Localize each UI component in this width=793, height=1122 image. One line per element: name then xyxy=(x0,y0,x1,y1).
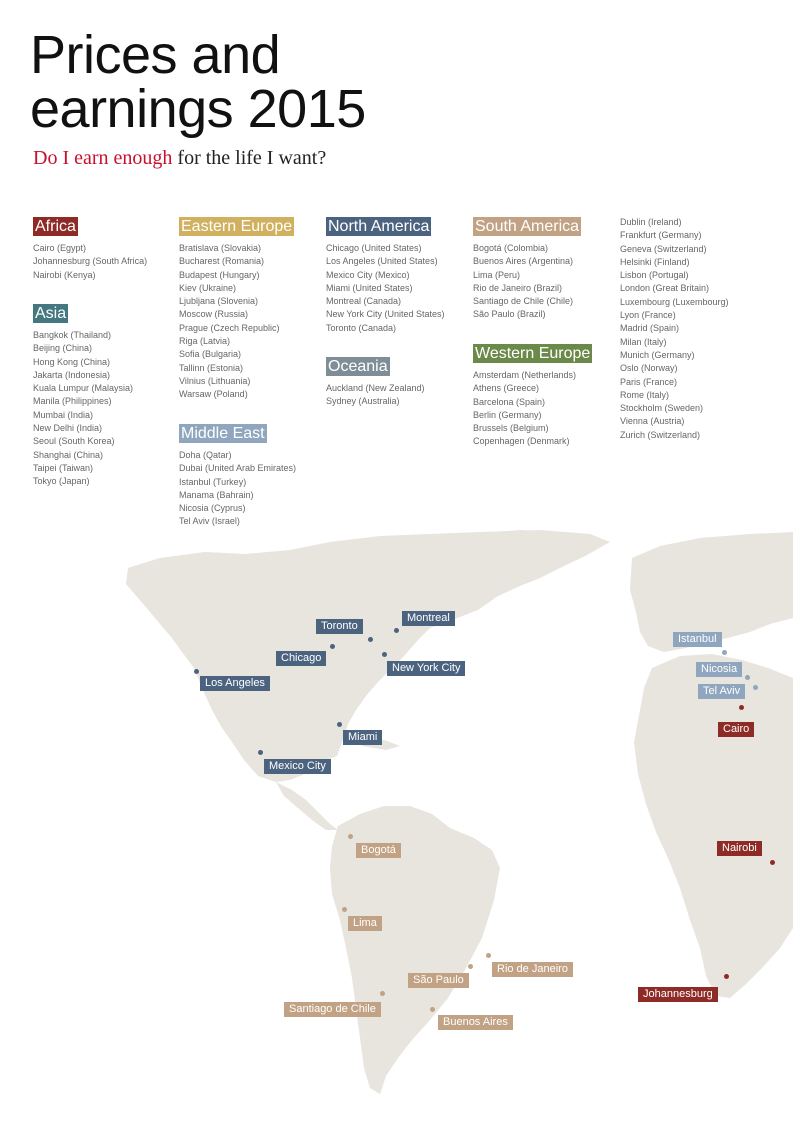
city-list-item: Bangkok (Thailand) xyxy=(33,330,112,340)
city-list-item: Lima (Peru) xyxy=(473,269,521,280)
city-list-item: Doha (Qatar) xyxy=(179,450,232,460)
city-list-item: Madrid (Spain) xyxy=(620,323,680,334)
city-list-item: Istanbul (Turkey) xyxy=(179,476,247,487)
city-list-item: Luxembourg (Luxembourg) xyxy=(620,296,729,307)
city-marker-toronto xyxy=(368,637,373,642)
city-marker-sao-paulo xyxy=(468,964,473,969)
region-title-western-europe: Western Europe xyxy=(475,345,591,362)
city-label-montreal: Montreal xyxy=(402,611,455,626)
city-list-asia xyxy=(33,329,178,489)
city-list-item: Montreal (Canada) xyxy=(326,296,402,307)
city-list-item: Auckland (New Zealand) xyxy=(326,383,425,393)
city-list-south-america xyxy=(473,242,618,322)
city-list-item: Mumbai (India) xyxy=(33,409,94,420)
city-marker-nicosia xyxy=(745,675,750,680)
city-list-item: Jakarta (Indonesia) xyxy=(33,369,111,380)
subtitle xyxy=(33,147,326,170)
city-list-item: Miami (United States) xyxy=(326,282,413,293)
title-line-2: earnings 2015 xyxy=(30,79,366,139)
city-marker-johannesburg xyxy=(724,974,729,979)
subtitle-rest: for the life I want? xyxy=(172,147,327,169)
city-label-new-york-city: New York City xyxy=(387,661,465,676)
city-label-sao-paulo: São Paulo xyxy=(408,973,469,988)
city-label-mexico-city: Mexico City xyxy=(264,759,331,774)
city-list-item: Paris (France) xyxy=(620,376,678,387)
city-list-item: Lyon (France) xyxy=(620,310,676,321)
city-label-bogota: Bogotá xyxy=(356,843,401,858)
city-list-western-europe-continued xyxy=(620,216,765,442)
city-list-item: New Delhi (India) xyxy=(33,423,103,434)
city-list-item: Chicago (United States) xyxy=(326,243,422,253)
city-list-item: Lisbon (Portugal) xyxy=(620,270,689,281)
city-list-item: Tokyo (Japan) xyxy=(33,476,90,487)
region-title-south-america: South America xyxy=(475,218,580,235)
region-western-europe-continued xyxy=(620,216,765,442)
city-list-item: Manila (Philippines) xyxy=(33,396,112,407)
city-marker-los-angeles xyxy=(194,669,199,674)
city-list-item: Moscow (Russia) xyxy=(179,309,249,320)
city-label-santiago-de-chile: Santiago de Chile xyxy=(284,1002,381,1017)
central-america-landmass xyxy=(276,782,338,830)
city-list-item: São Paulo (Brazil) xyxy=(473,309,546,320)
city-list-item: Beijing (China) xyxy=(33,343,93,354)
city-list-item: Frankfurt (Germany) xyxy=(620,230,702,241)
world-map xyxy=(0,528,793,1108)
subtitle-accent: Do I earn enough xyxy=(33,147,173,169)
city-label-nairobi: Nairobi xyxy=(717,841,762,856)
city-list-item: Taipei (Taiwan) xyxy=(33,462,94,473)
city-list-item: Stockholm (Sweden) xyxy=(620,403,704,414)
city-list-item: Kiev (Ukraine) xyxy=(179,282,237,293)
city-list-item: Munich (Germany) xyxy=(620,349,695,360)
city-marker-new-york-city xyxy=(382,652,387,657)
city-label-los-angeles: Los Angeles xyxy=(200,676,270,691)
city-list-middle-east xyxy=(179,449,324,529)
city-list-item: Tel Aviv (Israel) xyxy=(179,516,240,527)
city-marker-montreal xyxy=(394,628,399,633)
city-label-johannesburg: Johannesburg xyxy=(638,987,718,1002)
city-list-item: Buenos Aires (Argentina) xyxy=(473,256,574,267)
city-marker-bogota xyxy=(348,834,353,839)
city-list-item: London (Great Britain) xyxy=(620,283,710,294)
city-label-nicosia: Nicosia xyxy=(696,662,742,677)
city-list-item: Manama (Bahrain) xyxy=(179,489,254,500)
city-list-africa xyxy=(33,242,178,282)
city-marker-santiago-de-chile xyxy=(380,991,385,996)
region-eastern-europe xyxy=(179,217,324,402)
city-list-oceania xyxy=(326,382,471,409)
city-list-item: Zurich (Switzerland) xyxy=(620,429,701,440)
city-label-cairo: Cairo xyxy=(718,722,754,737)
city-label-istanbul: Istanbul xyxy=(673,632,722,647)
city-list-item: Athens (Greece) xyxy=(473,383,540,394)
region-asia xyxy=(33,304,178,489)
city-marker-tel-aviv xyxy=(753,685,758,690)
region-middle-east xyxy=(179,424,324,529)
city-list-item: Ljubljana (Slovenia) xyxy=(179,296,259,307)
city-list-item: Barcelona (Spain) xyxy=(473,396,546,407)
city-list-item: New York City (United States) xyxy=(326,309,445,320)
city-marker-lima xyxy=(342,907,347,912)
city-marker-nairobi xyxy=(770,860,775,865)
city-label-buenos-aires: Buenos Aires xyxy=(438,1015,513,1030)
region-title-africa: Africa xyxy=(35,218,76,235)
city-marker-buenos-aires xyxy=(430,1007,435,1012)
city-list-item: Bratislava (Slovakia) xyxy=(179,243,262,253)
city-list-item: Kuala Lumpur (Malaysia) xyxy=(33,383,134,394)
page-title xyxy=(30,25,366,139)
city-list-item: Helsinki (Finland) xyxy=(620,256,690,267)
city-label-tel-aviv: Tel Aviv xyxy=(698,684,745,699)
city-list-item: Oslo (Norway) xyxy=(620,363,678,374)
city-marker-rio-de-janeiro xyxy=(486,953,491,958)
city-list-item: Toronto (Canada) xyxy=(326,322,397,333)
city-list-eastern-europe xyxy=(179,242,324,402)
city-list-item: Mexico City (Mexico) xyxy=(326,269,410,280)
region-title-north-america: North America xyxy=(328,218,430,235)
city-list-item: Santiago de Chile (Chile) xyxy=(473,296,574,307)
city-list-item: Budapest (Hungary) xyxy=(179,269,260,280)
city-list-item: Bogotá (Colombia) xyxy=(473,243,549,253)
city-marker-istanbul xyxy=(722,650,727,655)
city-list-item: Brussels (Belgium) xyxy=(473,423,549,434)
city-list-item: Milan (Italy) xyxy=(620,336,667,347)
city-list-western-europe xyxy=(473,369,618,449)
city-list-item: Amsterdam (Netherlands) xyxy=(473,370,577,380)
city-list-item: Nicosia (Cyprus) xyxy=(179,503,246,514)
city-list-item: Sydney (Australia) xyxy=(326,396,400,407)
region-title-middle-east: Middle East xyxy=(181,425,265,442)
city-list-north-america xyxy=(326,242,471,335)
city-marker-chicago xyxy=(330,644,335,649)
city-list-item: Dubai (United Arab Emirates) xyxy=(179,463,297,474)
city-marker-mexico-city xyxy=(258,750,263,755)
city-list-item: Johannesburg (South Africa) xyxy=(33,256,148,267)
city-list-item: Dublin (Ireland) xyxy=(620,217,682,227)
region-north-america xyxy=(326,217,471,335)
city-marker-miami xyxy=(337,722,342,727)
city-label-chicago: Chicago xyxy=(276,651,326,666)
region-south-america xyxy=(473,217,618,322)
region-western-europe xyxy=(473,344,618,449)
title-line-1: Prices and xyxy=(30,25,281,85)
city-list-item: Tallinn (Estonia) xyxy=(179,362,244,373)
city-label-toronto: Toronto xyxy=(316,619,363,634)
city-list-item: Seoul (South Korea) xyxy=(33,436,115,447)
city-list-item: Rio de Janeiro (Brazil) xyxy=(473,282,563,293)
city-list-item: Copenhagen (Denmark) xyxy=(473,436,570,447)
city-list-item: Los Angeles (United States) xyxy=(326,256,438,267)
city-list-item: Nairobi (Kenya) xyxy=(33,269,96,280)
region-africa xyxy=(33,217,178,282)
city-list-item: Bucharest (Romania) xyxy=(179,256,265,267)
city-label-miami: Miami xyxy=(343,730,382,745)
region-title-eastern-europe: Eastern Europe xyxy=(181,218,293,235)
region-oceania xyxy=(326,357,471,409)
africa-landmass xyxy=(634,654,793,998)
region-title-oceania: Oceania xyxy=(328,358,388,375)
region-title-asia: Asia xyxy=(35,305,67,322)
city-label-lima: Lima xyxy=(348,916,382,931)
city-list-item: Prague (Czech Republic) xyxy=(179,322,280,333)
city-list-item: Berlin (Germany) xyxy=(473,409,542,420)
city-list-item: Warsaw (Poland) xyxy=(179,389,248,400)
city-list-item: Sofia (Bulgaria) xyxy=(179,349,242,360)
city-list-item: Shanghai (China) xyxy=(33,449,104,460)
city-list-item: Cairo (Egypt) xyxy=(33,243,87,253)
city-list-item: Vilnius (Lithuania) xyxy=(179,375,251,386)
city-list-item: Rome (Italy) xyxy=(620,389,670,400)
landmasses xyxy=(126,530,793,1094)
city-marker-cairo xyxy=(739,705,744,710)
city-list-item: Vienna (Austria) xyxy=(620,416,685,427)
city-list-item: Geneva (Switzerland) xyxy=(620,243,707,254)
city-list-item: Riga (Latvia) xyxy=(179,336,231,347)
city-label-rio-de-janeiro: Rio de Janeiro xyxy=(492,962,573,977)
city-list-item: Hong Kong (China) xyxy=(33,356,111,367)
